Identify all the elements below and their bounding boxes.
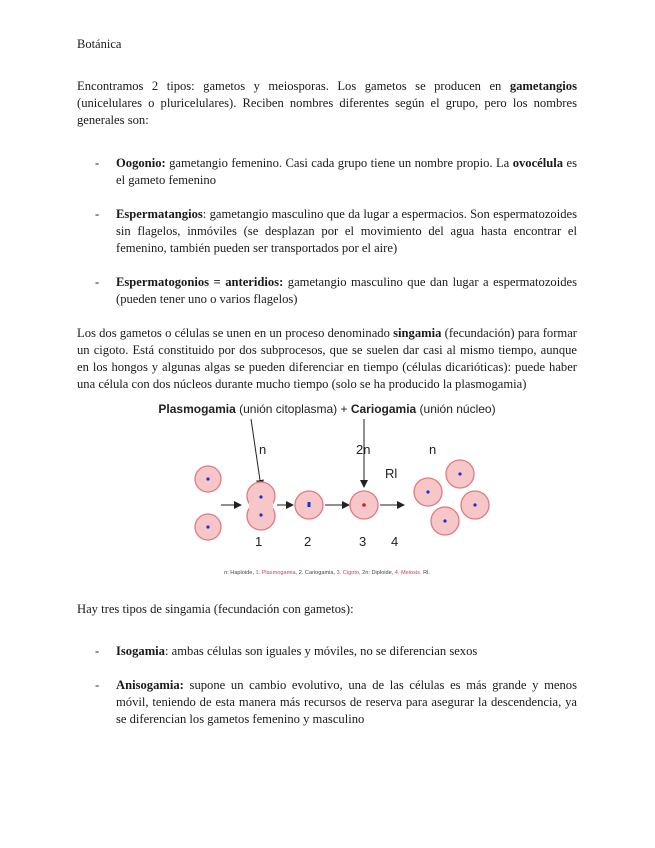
document-header: Botánica: [77, 37, 122, 51]
nucleus: [206, 525, 209, 528]
list-item: - Espermatogonios = anteridios: gametangio masculino que dan lugar a espermatozoides (pueden tener uno o varios flagelos): [95, 275, 578, 306]
syngamy-types-list: [77, 643, 577, 728]
nucleus: [308, 502, 311, 507]
zygote-nucleus: [362, 503, 366, 507]
stage-number: 2: [304, 534, 312, 549]
label-n-haploid: n: [259, 442, 267, 457]
stage-number: 1: [255, 534, 263, 549]
list-item: - Anisogamia: supone un cambio evolutivo, una de las células es más grande y menos móvil, teniendo de esta manera más recursos de reserva para asegurar la descendencia, ya se diferencian los gametos femenino y masculino: [95, 678, 577, 726]
list-item: - Oogonio: gametangio femenino. Casi cada grupo tiene un nombre propio. La ovocélula es el gameto femenino: [95, 156, 577, 187]
label-n-haploid-right: n: [429, 442, 437, 457]
list-item: - Espermatangios: gametangio masculino que da lugar a espermacios. Son espermatozoides sin flagelos, inmóviles (se desplazan por el movimiento del agua hasta encontrar el femenino, también pueden ser transportados por el aire): [95, 207, 577, 255]
label-2n-diploid: 2n: [356, 442, 371, 457]
nucleus: [259, 495, 262, 498]
document-body: [77, 78, 577, 728]
syngamy-paragraph: Los dos gametos o células se unen en un proceso denominado singamia (fecundación) para formar un cigoto. Está constituido por dos subprocesos, que se suelen dar casi al mismo tiempo, aunque en los hongos y algunas algas se pueden diferenciar en tiempo (células dicarióticas): puede haber una célula con dos núcleos durante mucho tiempo (solo se ha producido la plasmogamia): [77, 326, 577, 391]
fused-cell-bridge: [249, 498, 273, 514]
nucleus: [473, 503, 476, 506]
gametangia-list: [77, 155, 577, 308]
nucleus: [426, 490, 429, 493]
list-item: - Isogamia: ambas células son iguales y móviles, no se diferencian sexos: [95, 644, 478, 658]
nucleus: [458, 472, 461, 475]
nucleus: [259, 513, 262, 516]
types-intro: Hay tres tipos de singamia (fecundación con gametos):: [77, 602, 354, 616]
figure-diagram: [77, 401, 577, 579]
stage-number: 3: [359, 534, 367, 549]
nucleus: [206, 477, 209, 480]
figure-caption: n: Haploide, 1. Plasmogamia, 2. Cariogamia, 3. Cigoto, 2n: Diploide, 4. Meiosis. Rl.: [224, 570, 430, 576]
nucleus: [443, 519, 446, 522]
stage-number: 4: [391, 534, 399, 549]
label-ri: Rl: [385, 466, 398, 481]
syngamy-figure: [77, 401, 577, 579]
figure-title: Plasmogamia (unión citoplasma) + Cariogamia (unión núcleo): [158, 402, 496, 416]
intro-paragraph: Encontramos 2 tipos: gametos y meiosporas. Los gametos se producen en gametangios (unicelulares o pluricelulares). Reciben nombres diferentes según el grupo, pero los nombres generales son:: [77, 79, 577, 127]
